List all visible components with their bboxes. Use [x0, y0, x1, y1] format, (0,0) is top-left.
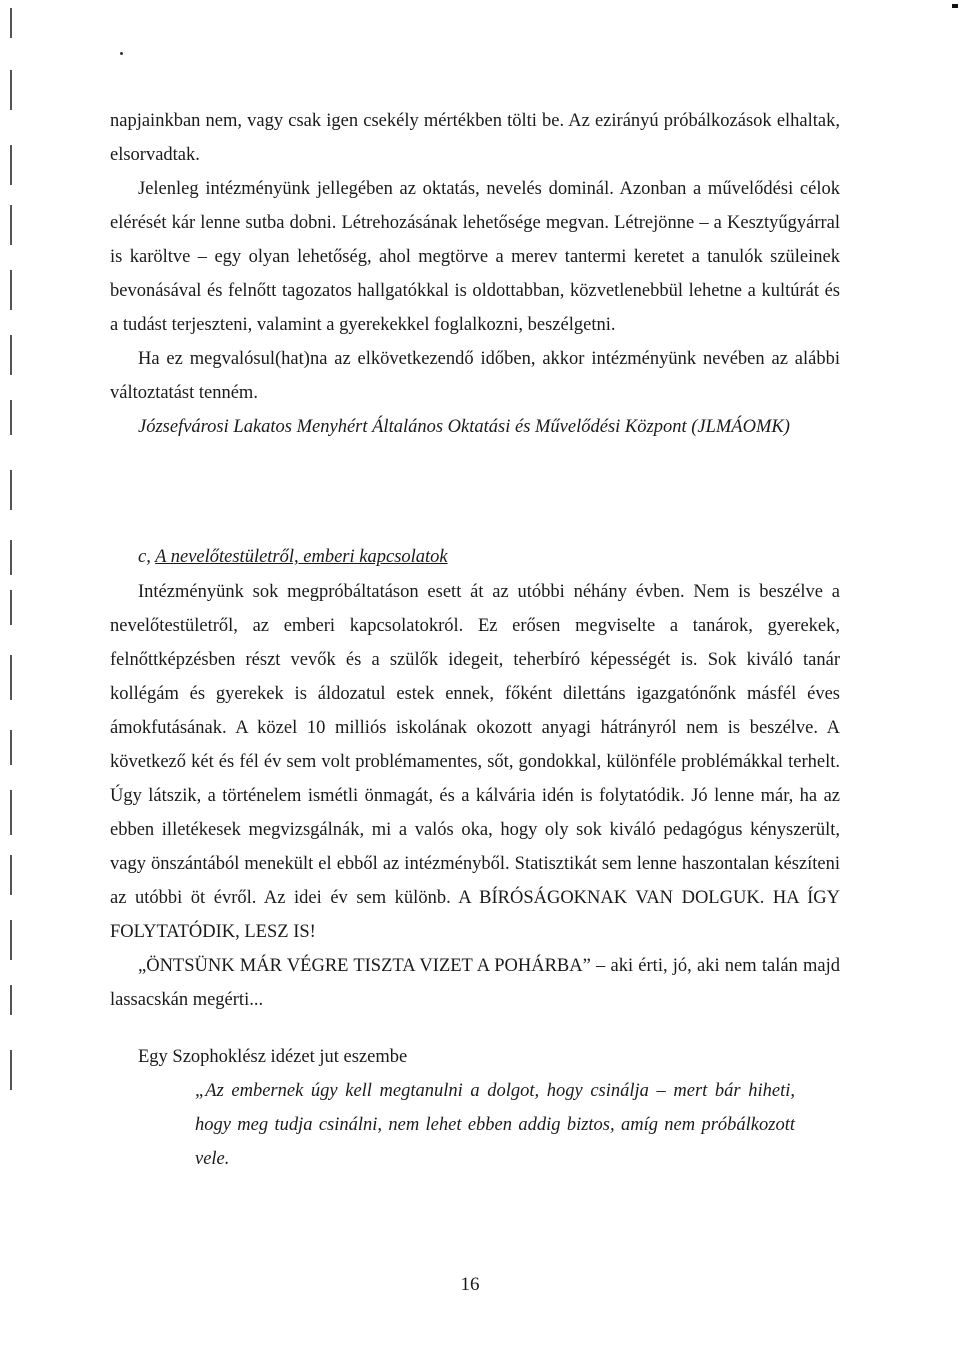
margin-mark	[10, 145, 12, 185]
margin-mark	[10, 855, 12, 895]
margin-mark	[10, 1050, 12, 1090]
margin-mark	[10, 8, 12, 38]
quote-intro-text: Egy Szophoklész idézet jut eszembe	[138, 1047, 408, 1067]
section-title: A nevelőtestületről, emberi kapcsolatok	[155, 547, 448, 567]
sophocles-quote	[195, 1074, 795, 1176]
scan-speck	[120, 52, 123, 55]
quote-text: „Az embernek úgy kell megtanulni a dolgot, hogy csinálja – mert bár hiheti, hogy meg tudja csinálni, nem lehet ebben addig biztos, amíg nem próbálkozott vele.	[195, 1081, 795, 1169]
margin-mark	[10, 730, 12, 765]
margin-mark	[10, 790, 12, 835]
body-text-top	[110, 104, 840, 444]
margin-mark	[10, 920, 12, 960]
section-heading	[138, 540, 838, 574]
page-number: 16	[460, 1274, 480, 1295]
margin-mark	[10, 540, 12, 575]
paragraph: Jelenleg intézményünk jellegében az oktatás, nevelés dominál. Azonban a művelődési célok elérését kár lenne sutba dobni. Létrehozásának lehetősége megvan. Létrejönne – a Kesztyűgyárral is karöltve – egy olyan lehetőség, ahol megtörve a merev tantermi keretet a tanulók szüleinek bevonásával és felnőtt tagozatos hallgatókkal is oldottabban, közvetlenebbül lehetne a kultúrát és a tudást terjeszteni, valamint a gyerekekkel foglalkozni, beszélgetni.	[110, 179, 840, 335]
margin-mark	[10, 470, 12, 510]
scan-corner-mark	[952, 4, 958, 8]
margin-mark	[10, 985, 12, 1015]
section-prefix: c,	[138, 547, 156, 567]
paragraph: Intézményünk sok megpróbáltatáson esett át az utóbbi néhány évben. Nem is beszélve a nevelőtestületről, az emberi kapcsolatokról. Ez erősen megviselte a tanárok, gyerekek, felnőttképzésben részt vevők és a szülők idegeit, teherbíró képességét is. Sok kiváló tanár kollégám és gyerekek is áldozatul estek ennek, főként dilettáns igazgatónőnk másfél éves ámokfutásának. A közel 10 milliós iskolának okozott anyagi hátrányról nem is beszélve. A következő két és fél év sem volt problémamentes, sőt, gondokkal, különféle problémákkal terhelt. Úgy látszik, a történelem ismétli önmagát, és a kálvária idén is folytatódik. Jó lenne már, ha az ebben illetékesek megvizsgálnák, mi a valós oka, hogy oly sok kiváló pedagógus kényszerült, vagy önszántából menekült el ebből az intézményből. Statisztikát sem lenne haszontalan készíteni az utóbbi öt évről. Az idei év sem különb. A BÍRÓSÁGOKNAK VAN DOLGUK. HA ÍGY FOLYTATÓDIK, LESZ IS!	[110, 582, 840, 942]
margin-mark	[10, 655, 12, 700]
body-text-section	[110, 575, 840, 1017]
margin-mark	[10, 335, 12, 375]
quote-intro	[138, 1040, 838, 1074]
margin-mark	[10, 270, 12, 310]
paragraph: „ÖNTSÜNK MÁR VÉGRE TISZTA VIZET A POHÁRBA” – aki érti, jó, aki nem talán majd lassacskán megérti...	[110, 956, 840, 1010]
margin-mark	[10, 400, 12, 435]
paragraph: napjainkban nem, vagy csak igen csekély mértékben tölti be. Az ezirányú próbálkozások elhaltak, elsorvadtak.	[110, 111, 840, 165]
margin-mark	[10, 205, 12, 245]
institution-name: Józsefvárosi Lakatos Menyhért Általános Oktatási és Művelődési Központ (JLMÁOMK)	[138, 417, 790, 437]
paragraph: Ha ez megvalósul(hat)na az elkövetkezendő időben, akkor intézményünk nevében az alábbi változtatást tenném.	[110, 349, 840, 403]
margin-mark	[10, 590, 12, 625]
margin-mark	[10, 70, 12, 110]
